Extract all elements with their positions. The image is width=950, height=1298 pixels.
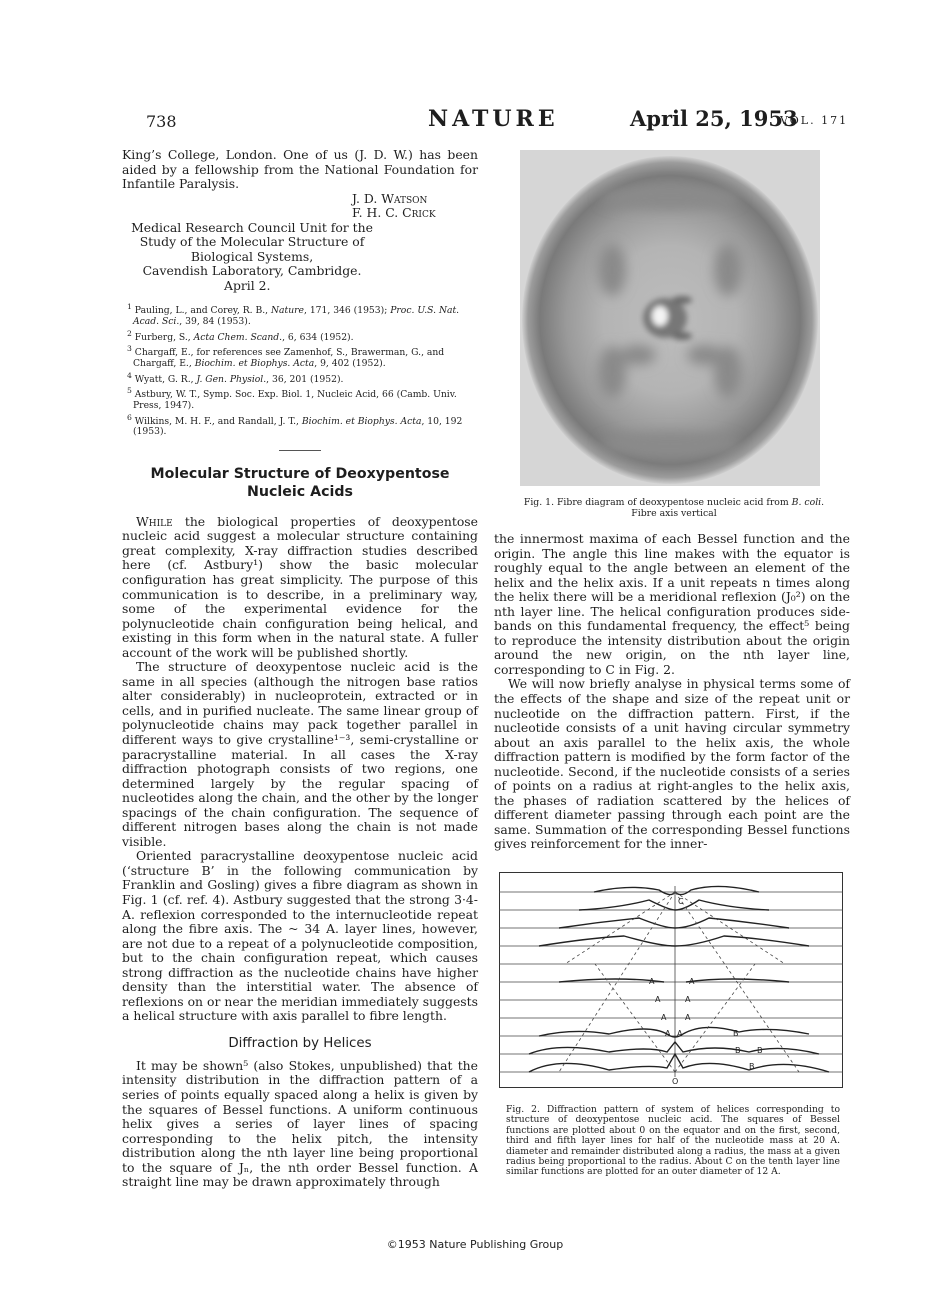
svg-text:C: C <box>678 897 684 906</box>
issue-date: April 25, 1953 <box>630 106 798 131</box>
svg-text:A: A <box>677 1029 683 1038</box>
reference-item: $^1$ Pauling, L., and Corey, R. B., Nature, 171, 346 (1953); Proc. U.S. Nat. Acad. Sci., 39, 84 (1953). <box>127 302 460 328</box>
reference-item: $^2$ Furberg, S., Acta Chem. Scand., 6, 634 (1952). <box>127 328 354 343</box>
svg-text:A: A <box>685 1013 691 1022</box>
letter-date: April 2. <box>224 277 271 293</box>
svg-text:A: A <box>665 1029 671 1038</box>
article-title: Molecular Structure of Deoxypentose Nucleic Acids <box>150 465 450 500</box>
article-body-right <box>494 532 850 852</box>
svg-text:A: A <box>655 995 661 1004</box>
address-line: Cavendish Laboratory, Cambridge. <box>142 263 362 279</box>
prev-article-closing: King’s College, London. One of us (J. D. W.) has been aided by a fellowship from the National Foundation for Infantile Paralysis. <box>122 147 478 192</box>
svg-text:A: A <box>649 977 655 986</box>
page-number: 738 <box>146 112 177 131</box>
svg-text:A: A <box>689 977 695 986</box>
svg-text:B: B <box>733 1029 739 1038</box>
bessel-curves <box>529 886 829 1072</box>
author-watson: J. D. Watson <box>352 190 428 206</box>
left-column <box>122 148 478 1190</box>
svg-text:O: O <box>672 1077 679 1086</box>
paragraph: The structure of deoxypentose nucleic acid is the same in all species (although the nitrogen base ratios alter considerably) in nucleoprotein, extracted or in cells, and in purified nucleate. The same linear group of polynucleotide chains may pack together parallel in different ways to give crystalline¹⁻³, semi-crystalline or paracrystalline material. In all cases the X-ray diffraction photograph consists of two regions, one determined largely by the regular spacing of nucleotides along the chain, and the other by the longer spacings of the chain configuration. The sequence of different nitrogen bases along the chain is not made visible. <box>122 659 478 849</box>
address-line: Study of the Molecular Structure of <box>139 234 365 250</box>
reference-item: $^3$ Chargaff, E., for references see Zamenhof, S., Brawerman, G., and Chargaff, E., Biochim. et Biophys. Acta, 9, 402 (1952). <box>127 344 445 370</box>
figure-2-caption: Fig. 2. Diffraction pattern of system of helices corresponding to structure of deoxypentose nucleic acid. The squares of Bessel functions are plotted about 0 on the equator and on the first, second, third and fifth layer lines for half of the nucleotide mass at 20 A. diameter and remainder distributed along a radius, the mass at a given radius being proportional to the radius. About C on the tenth layer line similar functions are plotted for an outer diameter of 12 A. <box>506 1104 840 1178</box>
volume-number: VOL. 171 <box>780 114 849 127</box>
paragraph: Oriented paracrystalline deoxypentose nucleic acid (‘structure B’ in the following communication by Franklin and Gosling) gives a fibre diagram as shown in Fig. 1 (cf. ref. 4). Astbury suggested that the strong 3·4-A. reflexion corresponded to the internucleotide repeat along the fibre axis. The ~ 34 A. layer lines, however, are not due to a repeat of a polynucleotide composition, but to the chain configuration repeat, which causes strong diffraction as the nucleotide chains have higher density than the interstitial water. The absence of reflexions on or near the meridian immediately suggests a helical structure with axis parallel to fibre length. <box>122 848 478 1024</box>
paragraph: the innermost maxima of each Bessel function and the origin. The angle this line makes with the equator is roughly equal to the angle between an element of the helix and the helix axis. If a unit repeats n times along the helix there will be a meridional reflexion (J₀²) on the nth layer line. The helical configuration produces side-bands on this fundamental frequency, the effect⁵ being to reproduce the intensity distribution about the origin around the new origin, on the nth layer line, corresponding to C in Fig. 2. <box>494 531 850 677</box>
section-heading: Diffraction by Helices <box>228 1035 372 1051</box>
paragraph: It may be shown⁵ (also Stokes, unpublished) that the intensity distribution in the diffraction pattern of a series of points equally spaced along a helix is given by the squares of Bessel functions. A uniform continuous helix gives a series of layer lines of spacing corresponding to the helix pitch, the intensity distribution along the nth layer line being proportional to the square of Jₙ, the nth order Bessel function. A straight line may be drawn approximately through <box>122 1057 478 1190</box>
section-divider <box>279 450 321 451</box>
author-crick: F. H. C. Crick <box>352 205 436 221</box>
reference-item: $^6$ Wilkins, M. H. F., and Randall, J. T., Biochim. et Biophys. Acta, 10, 192 (1953). <box>127 412 463 438</box>
journal-title: NATURE <box>428 106 559 132</box>
diagram-labels <box>649 897 763 1086</box>
svg-text:A: A <box>661 1013 667 1022</box>
paragraph: While the biological properties of deoxypentose nucleic acid suggest a molecular structure containing great complexity, X-ray diffraction studies described here (cf. Astbury¹) show the basic molecular configuration has great simplicity. The purpose of this communication is to describe, in a preliminary way, some of the experimental evidence for the polynucleotide chain configuration being helical, and existing in this form when in the natural state. A fuller account of the work will be published shortly. <box>122 513 478 660</box>
article-body-left <box>122 515 478 1024</box>
copyright-footer: ©1953 Nature Publishing Group <box>386 1238 564 1251</box>
bessel-diagram <box>499 872 843 1088</box>
reference-list <box>122 302 478 437</box>
figure-1-caption: Fig. 1. Fibre diagram of deoxypentose nucleic acid from B. coli. Fibre axis vertical <box>523 497 825 519</box>
reference-item: $^5$ Astbury, W. T., Symp. Soc. Exp. Biol. 1, Nucleic Acid, 66 (Camb. Univ. Press, 1947). <box>127 386 457 411</box>
svg-text:A: A <box>685 995 691 1004</box>
signature-block <box>122 192 478 294</box>
address-line: Medical Research Council Unit for the <box>131 219 373 235</box>
paragraph: We will now briefly analyse in physical terms some of the effects of the shape and size of the repeat unit or nucleotide on the diffraction pattern. First, if the nucleotide consists of a unit having circular symmetry about an axis parallel to the helix axis, the whole diffraction pattern is modified by the form factor of the nucleotide. Second, if the nucleotide consists of a series of points on a radius at right-angles to the helix axis, the phases of radiation scattered by the helices of different diameter passing through each point are the same. Summation of the corresponding Bessel functions gives reinforcement for the inner- <box>494 676 850 852</box>
author-address <box>122 221 382 279</box>
reference-item: $^4$ Wyatt, G. R., J. Gen. Physiol., 36, 201 (1952). <box>127 370 344 385</box>
svg-text:B: B <box>757 1046 763 1055</box>
svg-text:B: B <box>735 1046 741 1055</box>
fibre-diffraction-photo <box>520 150 820 486</box>
svg-text:B: B <box>749 1062 755 1071</box>
address-line: Biological Systems, <box>190 248 314 264</box>
